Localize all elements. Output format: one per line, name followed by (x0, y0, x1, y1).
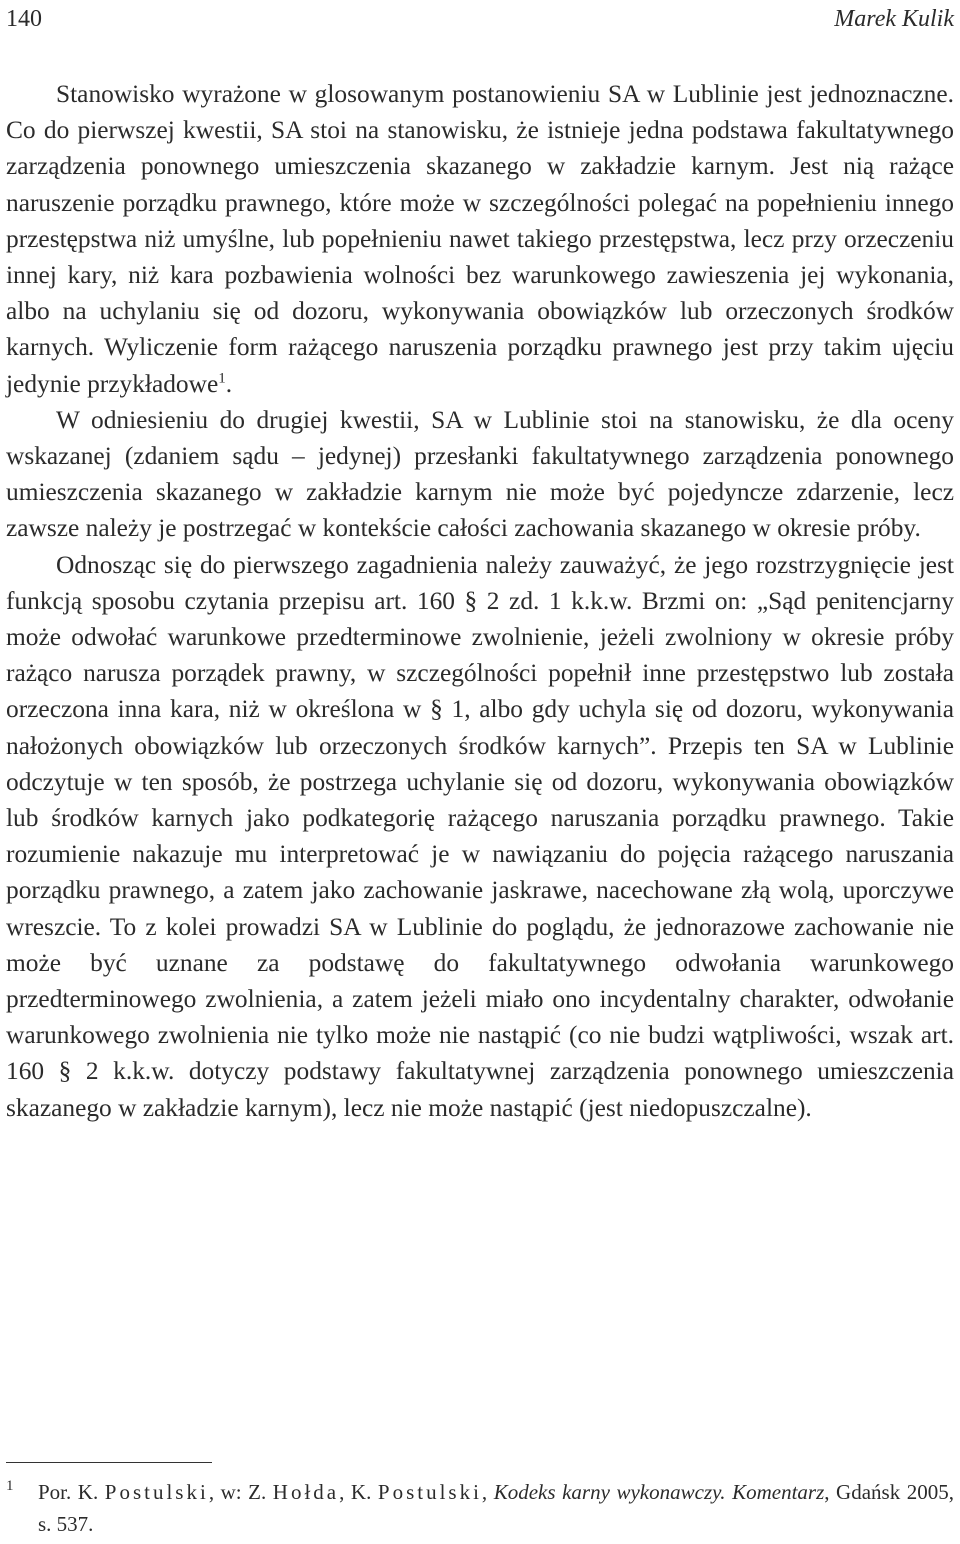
footnote-title: Kodeks karny wykonawczy. Komentarz (493, 1480, 825, 1504)
paragraph-1-text: Stanowisko wyrażone w glosowanym postanowieniu SA w Lublinie jest jednoznaczne. Co do pierwszej kwestii, SA stoi na stanowisku, że istnieje jedna podstawa fakultatywnego zarządzenia ponownego umieszczenia skazanego w zakładzie karnym. Jest nią rażące naruszenie porządku prawnego, które może w szczególności polegać na popełnieniu innego przestępstwa niż umyślne, lub popełnieniu nawet takiego przestępstwa, lecz przy orzeczeniu innej kary, niż kara pozbawienia wolności bez warunkowego zawieszenia jej wykonania, albo na uchylaniu się od dozoru, wykonywania obowiązków lub orzeczonych środków karnych. Wyliczenie form rażącego naruszenia porządku prawnego jest przy takim ujęciu jedynie przykładowe (6, 80, 954, 398)
footnote-author-2: Hołda (272, 1480, 340, 1504)
document-page (6, 0, 954, 1544)
footnote-author-1: Postulski (104, 1480, 209, 1504)
footnote-mid: , w: Z. (208, 1480, 273, 1504)
footnote-mid-2: , K. (339, 1480, 378, 1504)
page-number: 140 (6, 6, 42, 32)
paragraph-2: W odniesieniu do drugiej kwestii, SA w Lublinie stoi na stanowisku, że dla oceny wskazanej (zdaniem sądu – jedynej) przesłanki fakultatywnego zarządzenia ponownego umieszczenia skazanego w zakładzie karnym nie może być pojedyncze zdarzenie, lecz zawsze należy je postrzegać w kontekście całości zachowania skazanego w okresie próby. (6, 405, 954, 543)
paragraph-1 (6, 76, 954, 402)
running-head-author: Marek Kulik (834, 6, 954, 32)
page-header (6, 4, 954, 34)
footnote-author-3: Postulski (377, 1480, 482, 1504)
footnote (6, 1476, 954, 1540)
footnote-divider (6, 1462, 212, 1463)
footnote-text (6, 1476, 954, 1540)
body-text (6, 76, 954, 1126)
paragraph-1-end: . (225, 369, 233, 398)
footnote-comma: , (481, 1480, 494, 1504)
footnote-reference[interactable]: 1 (218, 370, 226, 387)
footnote-number: 1 (6, 1478, 14, 1494)
footnote-prefix: Por. K. (38, 1480, 105, 1504)
paragraph-3: Odnosząc się do pierwszego zagadnienia należy zauważyć, że jego rozstrzygnięcie jest funkcją sposobu czytania przepisu art. 160 § 2 zd. 1 k.k.w. Brzmi on: „Sąd penitencjarny może odwołać warunkowe przedterminowe zwolnienie, jeżeli zwolniony w okresie próby rażąco narusza porządek prawny, w szczególności popełnił inne przestępstwo lub została orzeczona inna kara, niż w określona w § 1, albo gdy uchyla się od dozoru, wykonywania nałożonych obowiązków lub orzeczonych środków karnych”. Przepis ten SA w Lublinie odczytuje w ten sposób, że postrzega uchylanie się od dozoru, wykonywania obowiązków lub środków karnych jako podkategorię rażącego naruszania porządku prawnego. Takie rozumienie nakazuje mu interpretować je w nawiązaniu do pojęcia rażącego naruszania porządku prawnego, a zatem jako zachowanie jaskrawe, nacechowane złą wolą, uporczywe wreszcie. To z kolei prowadzi SA w Lublinie do poglądu, że jednorazowe zachowanie nie może być uznane za podstawę do fakultatywnego odwołania warunkowego przedterminowego zwolnienia, a zatem jeżeli miało ono incydentalny charakter, odwołanie warunkowego zwolnienia nie tylko może nie nastąpić (co nie budzi wątpliwości, wszak art. 160 § 2 k.k.w. dotyczy podstawy fakultatywnej zarządzenia ponownego umieszczenia skazanego w zakładzie karnym), lecz nie może nastąpić (jest niedopuszczalne). (6, 550, 954, 1122)
footnote-suffix: , Gdańsk 2005, s. 537. (38, 1480, 955, 1536)
